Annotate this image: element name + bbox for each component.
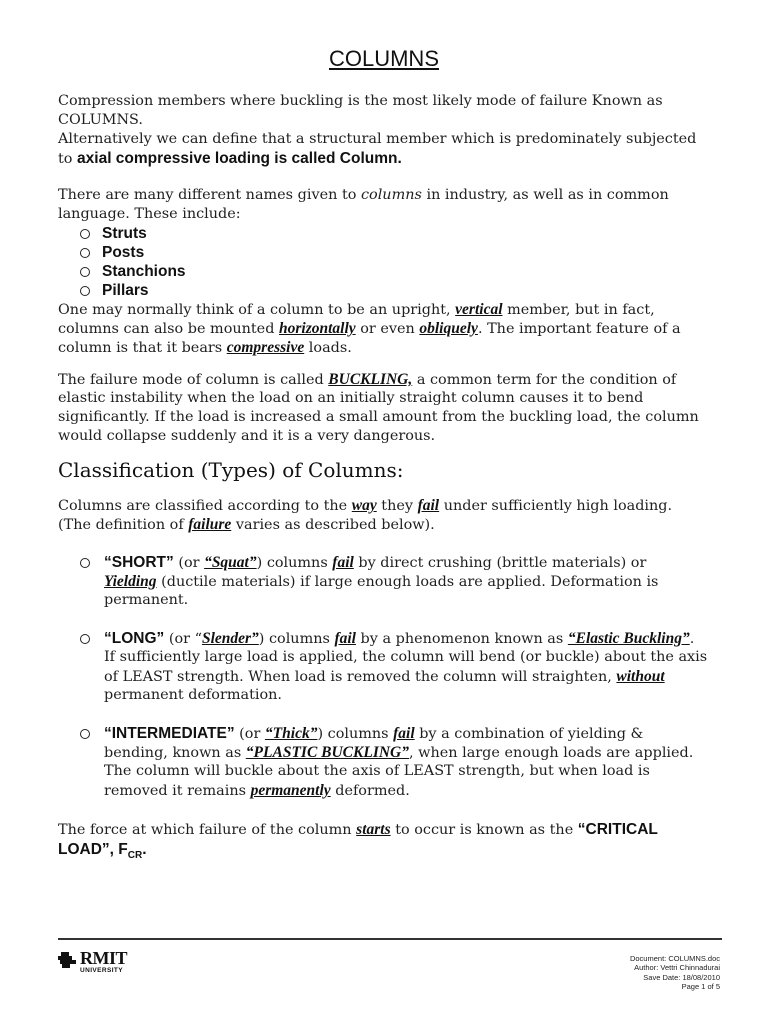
text: ) columns [258,631,335,647]
logo-subtitle: UNIVERSITY [80,967,124,974]
emphasis: failure [188,516,232,533]
type-label: “INTERMEDIATE” [104,725,235,742]
text: removed it remains [104,783,251,799]
text: a common term for the condition of [412,372,677,388]
critical-line-1 [58,820,718,840]
emphasis: fail [334,630,356,647]
text: member, but in fact, [502,302,655,318]
emphasis: fail [393,725,415,742]
text: by a combination of yielding & [414,726,644,742]
text: or even [355,321,420,337]
intermediate-line-2 [104,743,693,763]
subscript: CR [127,849,143,861]
text: under sufficiently high loading. [439,498,673,514]
list-item [80,243,144,263]
text: by a phenomenon known as [355,631,568,647]
text: loads. [304,340,352,356]
text: One may normally think of a column to be an upright, [58,302,456,318]
emphasis: Slender” [201,630,259,647]
text: ) columns [256,555,333,571]
text: . The important feature of a [477,321,681,337]
emphasis: way [351,497,377,514]
list-item-label: Pillars [102,282,149,299]
emphasis: fail [332,554,354,571]
text: varies as described below). [231,517,435,533]
type-label: “SHORT” [104,554,174,571]
names-line-1 [58,186,718,205]
text: (ductile materials) if large enough loads are applied. Deformation is [156,574,659,590]
text: . [142,841,147,858]
list-item [80,262,186,282]
orientation-line-3 [58,338,718,358]
text: , when large enough loads are applied. [409,745,694,761]
list-item [80,224,147,244]
list-item-label: Stanchions [102,263,186,280]
text: deformed. [330,783,410,799]
intro-line-2: COLUMNS. [58,112,143,128]
intro-line-3: Alternatively we can define that a structural member which is predominately subjected [58,131,697,147]
column-definition: axial compressive loading is called Column. [77,150,402,167]
text: ) columns [317,726,394,742]
text: of LEAST strength. When load is removed the column will straighten, [104,669,617,685]
logo-wordmark: RMIT [80,948,127,968]
emphasis: “Squat” [204,554,257,571]
text: by direct crushing (brittle materials) or [353,555,647,571]
emphasis: without [616,668,665,685]
text: to occur is known as the [390,822,578,838]
text: The failure mode of column is called [58,372,329,388]
save-date: Save Date: 18/08/2010 [643,972,720,982]
intro-prefix: to [58,151,78,167]
classification-line-1 [58,496,718,516]
text: . [689,631,695,647]
bullet-icon [80,267,90,277]
intermediate-line-1 [104,724,643,744]
names-line-2: language. These include: [58,206,241,222]
orientation-line-2 [58,319,718,339]
bullet-icon [80,248,90,258]
emphasis: starts [356,821,391,838]
page-number: Page 1 of 5 [681,981,720,991]
emphasis: “Thick” [264,725,318,742]
names-text-b: in industry, as well as in common [421,187,669,203]
text: The force at which failure of the column [58,822,357,838]
text: column is that it bears [58,340,227,356]
names-italic: columns [360,187,422,203]
long-line-4: permanent deformation. [104,687,282,703]
bullet-icon [80,729,90,739]
bullet-icon [80,558,90,568]
critical-line-2 [58,840,718,865]
intro-line-1: Compression members where buckling is the most likely mode of failure Known as [58,93,663,109]
page-title: COLUMNS [328,46,439,71]
emphasis: horizontally [279,320,356,337]
rmit-logo-icon [58,950,78,970]
text: (or “ [164,631,202,647]
bullet-icon [80,229,90,239]
failure-line-3: significantly. If the load is increased a small amount from the buckling load, the column [58,409,699,425]
intermediate-line-4 [104,781,410,801]
emphasis: permanently [250,782,331,799]
short-line-2 [104,572,658,592]
list-item-label: Posts [102,244,145,261]
emphasis: “Elastic Buckling” [567,630,690,647]
bullet-icon [80,286,90,296]
long-line-1 [104,629,694,649]
long-line-2: If sufficiently large load is applied, the column will bend (or buckle) about the axis [104,649,708,665]
text: bending, known as [104,745,246,761]
emphasis: obliquely [419,320,478,337]
emphasis: compressive [226,339,305,356]
critical-load-label: LOAD”, F [58,841,128,858]
short-line-3: permanent. [104,592,189,608]
bullet-icon [80,634,90,644]
failure-line-4: would collapse suddenly and it is a very dangerous. [58,428,436,444]
intermediate-line-3: The column will buckle about the axis of LEAST strength, but when load is [104,763,650,779]
text: (or [234,726,265,742]
long-line-3 [104,667,665,687]
failure-line-1 [58,370,718,390]
emphasis: “PLASTIC BUCKLING” [245,744,410,761]
document-author: Author: Vettri Chinnadurai [634,963,720,973]
document-name: Document: COLUMNS.doc [629,954,720,963]
document-info [630,954,720,991]
text: (The definition of [58,517,189,533]
failure-line-2: elastic instability when the load on an initially straight column causes it to bend [58,390,644,406]
type-label: “LONG” [104,630,165,647]
critical-load-label: “CRITICAL [577,821,658,838]
classification-line-2 [58,515,718,535]
emphasis: vertical [455,301,503,318]
emphasis: Yielding [104,573,157,590]
names-text-a: There are many different names given to [58,187,361,203]
text: columns can also be mounted [58,321,279,337]
text: Columns are classified according to the [58,498,352,514]
list-item [80,281,149,301]
intro-line-4 [58,149,718,169]
list-item-label: Struts [102,225,147,242]
footer-divider [58,938,722,940]
orientation-line-1 [58,300,718,320]
emphasis: BUCKLING, [328,371,413,388]
emphasis: fail [417,497,440,514]
section-heading: Classification (Types) of Columns: [58,458,404,482]
text: (or [173,555,205,571]
short-line-1 [104,553,646,573]
text: they [376,498,418,514]
